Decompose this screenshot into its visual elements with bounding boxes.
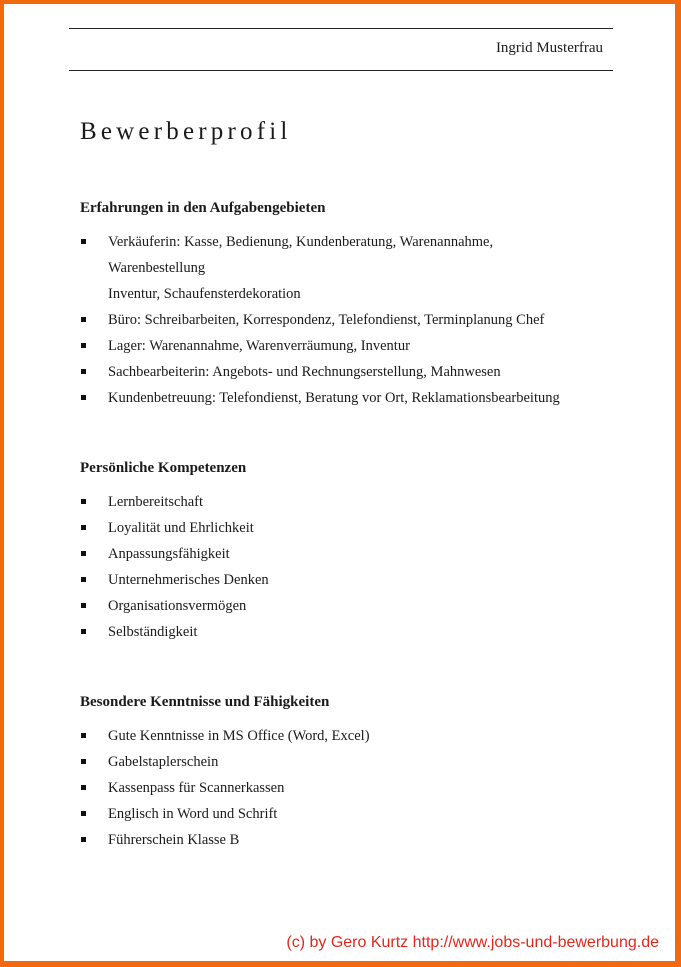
list-item-text: Lernbereitschaft	[108, 494, 204, 510]
list-item	[80, 619, 269, 645]
document-page	[4, 4, 675, 961]
list-item	[80, 489, 269, 515]
list-item	[80, 229, 560, 307]
experience-list	[80, 229, 560, 411]
bullet-icon	[81, 551, 86, 556]
bullet-icon	[81, 395, 86, 400]
list-item	[80, 567, 269, 593]
list-item	[80, 723, 370, 749]
list-item-text: Loyalität und Ehrlichkeit	[108, 520, 254, 536]
section-heading-skills: Besondere Kenntnisse und Fähigkeiten	[80, 694, 330, 710]
bullet-icon	[81, 239, 86, 244]
list-item	[80, 385, 560, 411]
bullet-icon	[81, 733, 86, 738]
list-item-text: Organisationsvermögen	[108, 598, 247, 614]
bullet-icon	[81, 837, 86, 842]
competencies-list	[80, 489, 269, 645]
bullet-icon	[81, 343, 86, 348]
author-name: Ingrid Musterfrau	[495, 40, 603, 56]
bullet-icon	[81, 759, 86, 764]
bullet-icon	[81, 369, 86, 374]
bullet-icon	[81, 317, 86, 322]
list-item-text: Warenbestellung	[108, 260, 206, 276]
list-item-text: Anpassungsfähigkeit	[108, 546, 230, 562]
list-item	[80, 333, 560, 359]
list-item-text: Unternehmerisches Denken	[108, 572, 269, 588]
list-item-text: Englisch in Word und Schrift	[108, 806, 278, 822]
page-title: Bewerberprofil	[80, 118, 292, 145]
list-item	[80, 307, 560, 333]
bullet-icon	[81, 577, 86, 582]
bullet-icon	[81, 811, 86, 816]
list-item-text: Inventur, Schaufensterdekoration	[108, 286, 301, 302]
bullet-icon	[81, 629, 86, 634]
list-item	[80, 749, 370, 775]
skills-list	[80, 723, 370, 853]
list-item-text: Kundenbetreuung: Telefondienst, Beratung vor Ort, Reklamationsbearbeitung	[108, 390, 560, 406]
bullet-icon	[81, 603, 86, 608]
section-heading-competencies: Persönliche Kompetenzen	[80, 460, 247, 476]
list-item-text: Gute Kenntnisse in MS Office (Word, Excel)	[108, 728, 370, 744]
list-item	[80, 541, 269, 567]
list-item-text: Lager: Warenannahme, Warenverräumung, Inventur	[108, 338, 410, 354]
bullet-icon	[81, 499, 86, 504]
list-item	[80, 593, 269, 619]
list-item-text: Sachbearbeiterin: Angebots- und Rechnungserstellung, Mahnwesen	[108, 364, 501, 380]
list-item	[80, 359, 560, 385]
list-item-text: Gabelstaplerschein	[108, 754, 219, 770]
section-heading-experience: Erfahrungen in den Aufgabengebieten	[80, 200, 326, 216]
list-item-text: Selbständigkeit	[108, 624, 198, 640]
list-item-text: Verkäuferin: Kasse, Bedienung, Kundenberatung, Warenannahme,	[108, 234, 494, 250]
list-item-text: Führerschein Klasse B	[108, 832, 240, 848]
list-item	[80, 515, 269, 541]
copyright-watermark: (c) by Gero Kurtz http://www.jobs-und-bewerbung.de	[286, 934, 659, 951]
list-item-text: Büro: Schreibarbeiten, Korrespondenz, Telefondienst, Terminplanung Chef	[108, 312, 545, 328]
header-rule-bottom	[69, 70, 613, 71]
list-item	[80, 801, 370, 827]
list-item	[80, 827, 370, 853]
list-item-text: Kassenpass für Scannerkassen	[108, 780, 285, 796]
bullet-icon	[81, 525, 86, 530]
header-rule-top	[69, 28, 613, 29]
list-item	[80, 775, 370, 801]
bullet-icon	[81, 785, 86, 790]
